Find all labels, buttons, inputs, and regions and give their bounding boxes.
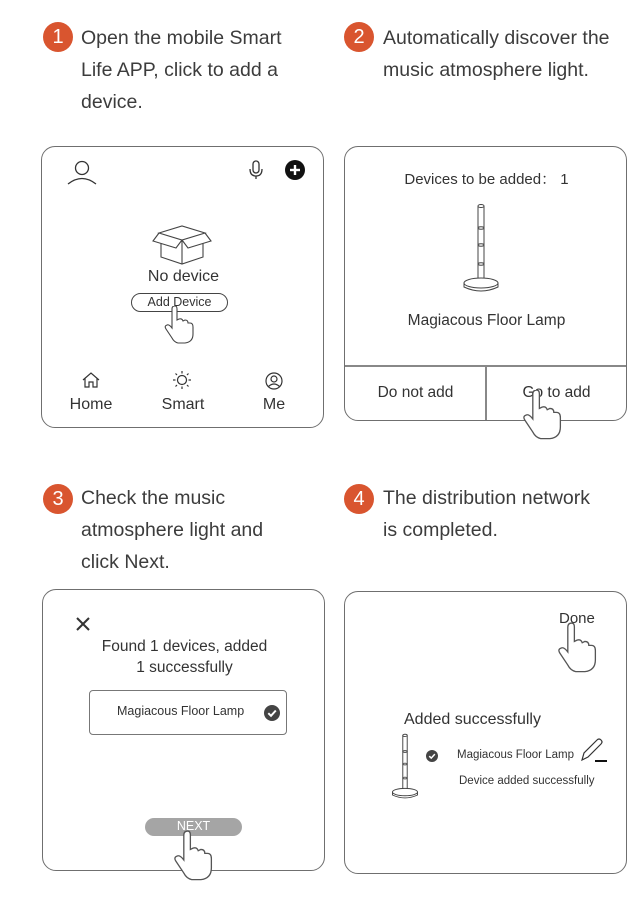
- screen-3-found: [42, 589, 325, 871]
- microphone-icon[interactable]: [248, 160, 264, 180]
- step-3-line-2: atmosphere light and: [81, 519, 264, 541]
- step-1-line-2: Life APP, click to add a: [81, 59, 278, 81]
- screen-1-home: [41, 146, 324, 428]
- step-number-badge: 2: [344, 22, 374, 52]
- pointer-hand-icon: [163, 306, 195, 344]
- step-3-line-3: click Next.: [81, 551, 170, 573]
- user-circle-icon[interactable]: [265, 372, 283, 390]
- edit-pencil-icon[interactable]: [580, 738, 608, 764]
- device-added-status: Device added successfully: [459, 775, 595, 787]
- plus-circle-icon[interactable]: [285, 160, 305, 180]
- screen-4-complete: [344, 591, 627, 874]
- empty-box-icon: [151, 221, 213, 265]
- do-not-add-button[interactable]: [345, 366, 486, 420]
- no-device-label: No device: [147, 268, 220, 285]
- step-2-line-2: music atmosphere light.: [383, 59, 589, 81]
- checkmark-circle-icon[interactable]: [264, 705, 280, 721]
- pointer-hand-icon: [172, 830, 214, 882]
- device-name: Magiacous Floor Lamp: [407, 312, 566, 329]
- step-1-line-1: Open the mobile Smart: [81, 27, 282, 49]
- floor-lamp-icon: [462, 203, 500, 295]
- add-device-label: Add Device: [147, 295, 212, 309]
- pointer-hand-icon: [521, 390, 563, 440]
- done-label: Done: [559, 610, 595, 627]
- added-successfully-title: Added successfully: [404, 711, 541, 728]
- sun-icon[interactable]: [173, 371, 191, 389]
- step-number-badge: 4: [344, 484, 374, 514]
- home-icon[interactable]: [82, 372, 100, 388]
- profile-icon[interactable]: [66, 159, 98, 187]
- close-icon[interactable]: [76, 617, 90, 631]
- step-1-line-3: device.: [81, 91, 143, 113]
- do-not-add-label: Do not add: [377, 384, 454, 401]
- device-list-item[interactable]: [89, 690, 287, 735]
- step-2-line-1: Automatically discover the: [383, 27, 610, 49]
- devices-to-add-title: Devices to be added： 1: [404, 171, 569, 188]
- pointer-hand-icon: [556, 622, 598, 674]
- go-to-add-label: Go to add: [522, 384, 591, 401]
- found-message-line-1: Found 1 devices, added: [101, 638, 268, 655]
- found-message-line-2: 1 successfully: [136, 659, 233, 676]
- nav-smart[interactable]: Smart: [161, 396, 205, 413]
- device-name: Magiacous Floor Lamp: [457, 749, 574, 761]
- step-number-badge: 1: [43, 22, 73, 52]
- screen-2-discover: [344, 146, 627, 421]
- step-4-line-1: The distribution network: [383, 487, 591, 509]
- nav-home[interactable]: Home: [69, 396, 113, 413]
- floor-lamp-icon: [391, 733, 419, 801]
- nav-me[interactable]: Me: [262, 396, 286, 413]
- step-3-line-1: Check the music: [81, 487, 226, 509]
- device-name: Magiacous Floor Lamp: [117, 704, 245, 718]
- step-4-line-2: is completed.: [383, 519, 498, 541]
- next-label: NEXT: [176, 819, 211, 833]
- checkmark-circle-icon: [426, 750, 438, 762]
- step-number-badge: 3: [43, 484, 73, 514]
